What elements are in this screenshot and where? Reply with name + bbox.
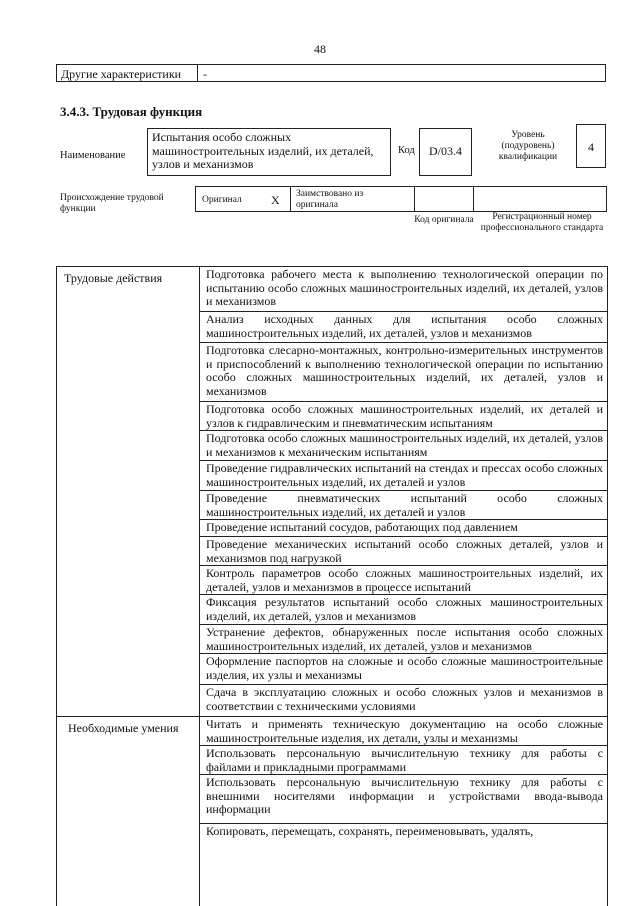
level-label: Уровень (подуровень) квалификации bbox=[498, 130, 558, 162]
labor-action-item: Проведение механических испытаний особо сложных деталей, узлов и механизмов под нагрузкой bbox=[199, 536, 608, 566]
labor-action-item: Контроль параметров особо сложных машиностроительных изделий, их деталей, узлов и механизмов в процессе испытаний bbox=[199, 565, 608, 595]
labor-actions-label: Трудовые действия bbox=[64, 271, 163, 285]
labor-action-item: Фиксация результатов испытаний особо сложных машиностроительных изделий, их деталей, узлов и механизмов bbox=[199, 594, 608, 625]
labor-action-item: Проведение испытаний сосудов, работающих под давлением bbox=[199, 519, 608, 537]
other-characteristics-value: - bbox=[203, 67, 207, 81]
labor-action-item: Подготовка слесарно-монтажных, контрольно-измерительных инструментов и приспособлений к выполнению технологической операции по испытанию особо сложных машиностроительных изделий, их деталей, узлов и механизмов bbox=[199, 342, 608, 402]
code-original-caption: Код оригинала bbox=[414, 215, 474, 225]
code-value: D/03.4 bbox=[429, 144, 462, 158]
table-section-divider bbox=[56, 716, 201, 717]
labor-action-item: Оформление паспортов на сложные и особо сложные машиностроительные изделия, их узлы и механизмы bbox=[199, 653, 608, 685]
labor-action-item: Сдача в эксплуатацию сложных и особо сложных узлов и механизмов в соответствии с техническими условиями bbox=[199, 684, 608, 717]
skill-item: Использовать персональную вычислительную технику для работы с внешними носителями информации и устройствами ввода-вывода информации bbox=[199, 774, 608, 824]
code-label: Код bbox=[398, 145, 415, 156]
labor-action-item: Устранение дефектов, обнаруженных после испытания особо сложных машиностроительных изделий, их деталей, узлов и механизмов bbox=[199, 624, 608, 654]
origin-divider-1 bbox=[290, 187, 291, 211]
function-name-value: Испытания особо сложных машиностроительных изделий, их деталей, узлов и механизмов bbox=[152, 130, 374, 171]
skill-item: Использовать персональную вычислительную технику для работы с файлами и прикладными программами bbox=[199, 745, 608, 775]
labor-action-item: Проведение пневматических испытаний особо сложных машиностроительных изделий, их деталей и узлов bbox=[199, 490, 608, 520]
section-title: 3.4.3. Трудовая функция bbox=[60, 104, 203, 119]
skill-item: Копировать, перемещать, сохранять, переименовывать, удалять, bbox=[199, 823, 608, 906]
function-name-box bbox=[147, 128, 391, 176]
level-value: 4 bbox=[588, 140, 594, 154]
level-box bbox=[576, 124, 606, 168]
code-box bbox=[419, 128, 472, 176]
page-number: 48 bbox=[314, 42, 326, 56]
skill-item: Читать и применять техническую документацию на особо сложные машиностроительные изделия, их детали, узлы и механизмы bbox=[199, 716, 608, 746]
registration-number-caption: Регистрационный номер профессионального стандарта bbox=[480, 212, 604, 233]
labor-action-item: Проведение гидравлических испытаний на стендах и прессах особо сложных машиностроительных изделий, их деталей и узлов bbox=[199, 460, 608, 491]
other-characteristics-divider bbox=[197, 65, 198, 82]
origin-divider-2 bbox=[414, 187, 415, 211]
other-characteristics-row bbox=[56, 64, 606, 82]
borrowed-label: Заимствовано из оригинала bbox=[296, 189, 364, 210]
original-mark: X bbox=[271, 193, 280, 207]
labor-action-item: Анализ исходных данных для испытания особо сложных машиностроительных изделий, их деталей, узлов и механизмов bbox=[199, 311, 608, 343]
labor-action-item: Подготовка рабочего места к выполнению технологической операции по испытанию особо сложных машиностроительных изделий, их деталей, узлов и механизмов bbox=[199, 266, 608, 312]
labor-action-item: Подготовка особо сложных машиностроительных изделий, их деталей и узлов к гидравлическим и пневматическим испытаниям bbox=[199, 401, 608, 431]
origin-divider-3 bbox=[473, 187, 474, 211]
other-characteristics-label: Другие характеристики bbox=[61, 67, 182, 81]
name-label: Наименование bbox=[60, 150, 126, 161]
labor-action-item: Подготовка особо сложных машиностроительных изделий, их деталей, узлов и механизмов к механическим испытаниям bbox=[199, 430, 608, 461]
origin-table bbox=[195, 186, 607, 212]
skills-label: Необходимые умения bbox=[68, 721, 179, 735]
origin-label: Происхождение трудовой функции bbox=[60, 193, 164, 214]
original-label: Оригинал bbox=[202, 195, 242, 205]
